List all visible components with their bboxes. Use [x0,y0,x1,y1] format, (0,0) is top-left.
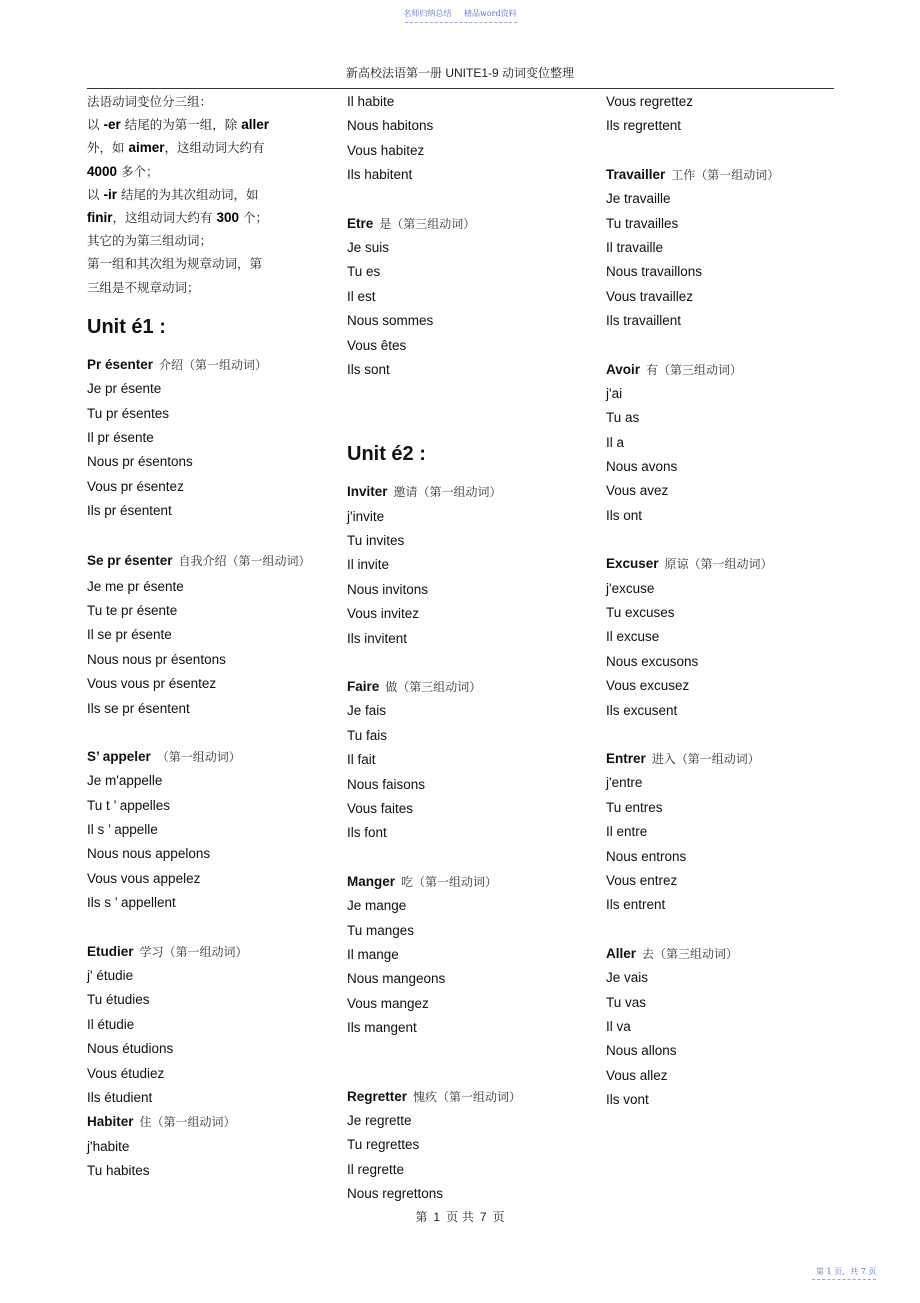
conjugation-line: Ils ont [606,507,643,523]
conjugation-line: Tu habites [87,1163,150,1179]
conjugation-line: Tu entres [606,799,663,815]
conjugation-line: Vous faites [347,800,414,816]
intro-line: 外，如 aimer，这组动词大约有 [87,140,265,156]
conjugation-line: Ils sont [347,361,390,377]
conjugation-line: Vous vous pr ésentez [87,676,217,692]
conjugation-line: Vous avez [606,483,669,499]
conjugation-line: Ils entrent [606,897,666,913]
conjugation-line: Vous allez [606,1067,668,1083]
verb-heading: Manger 吃（第一组动词） [347,873,498,889]
conjugation-line: Il travaille [606,239,664,255]
conjugation-line: Tu excuses [606,605,675,621]
conjugation-line: Tu te pr ésente [87,602,178,618]
unit-2-heading: Unit é2 : [347,443,426,466]
conjugation-line: Nous nous appelons [87,846,211,862]
column-2 [347,90,577,1206]
intro-line: 以 -ir 结尾的为其次组动词，如 [87,186,259,202]
page-header: 新高校法语第一册 UNITE1-9 动词变位整理 [345,66,574,80]
conjugation-line: Je suis [347,239,390,255]
conjugation-line: Nous entrons [606,848,687,864]
verb-heading: S’ appeler （第一组动词） [87,748,241,764]
conjugation-line: Vous excusez [606,678,690,694]
intro-line: 4000 多个； [87,163,159,179]
conjugation-line: Tu es [347,264,381,280]
conjugation-line: Il invite [347,557,390,573]
conjugation-line: Tu manges [347,922,415,938]
conjugation-line: Je me pr ésente [87,578,184,594]
conjugation-line: Je pr ésente [87,381,162,397]
conjugation-line: Ils s ’ appellent [87,895,176,911]
conjugation-line: j'invite [347,508,385,524]
conjugation-line: Nous nous pr ésentons [87,651,226,667]
verb-heading: Aller 去（第三组动词） [606,945,739,961]
conjugation-line: Vous regrettez [606,94,694,109]
intro-line: 以 -er 结尾的为第一组，除 aller [87,117,269,133]
conjugation-line: Nous sommes [347,313,434,329]
page-number: 1 [433,1210,441,1224]
conjugation-line: Ils regrettent [606,118,682,134]
conjugation-line: Je vais [606,970,649,986]
conjugation-line: Vous invitez [347,606,420,622]
conjugation-line: Je travaille [606,191,671,207]
intro-line: finir，这组动词大约有 300 个； [87,210,268,226]
corner-dashline [812,1279,876,1280]
verb-heading: Inviter 邀请（第一组动词） [347,484,502,500]
conjugation-line: Il se pr ésente [87,627,172,643]
conjugation-line: Nous regrettons [347,1186,444,1202]
conjugation-line: Tu t ’ appelles [87,797,171,813]
header-rule [87,88,834,89]
conjugation-line: Tu étudies [87,992,150,1008]
verb-heading: Avoir 有（第三组动词） [606,361,743,377]
conjugation-line: Ils pr ésentent [87,503,172,519]
conjugation-line: Ils mangent [347,1020,417,1036]
verb-heading: Pr ésenter 介绍（第一组动词） [87,356,268,372]
conjugation-line: Il est [347,288,376,304]
conjugation-line: Il étudie [87,1016,135,1032]
conjugation-line: j'entre [606,775,643,791]
conjugation-line: Nous mangeons [347,971,446,987]
conjugation-line: Il fait [347,752,376,768]
conjugation-line: j' étudie [87,968,134,984]
conjugation-line: Vous travaillez [606,288,694,304]
verb-heading: Habiter 住（第一组动词） [87,1114,236,1130]
conjugation-line: Vous entrez [606,872,678,888]
intro-line: 其它的为第三组动词； [87,233,213,249]
verb-heading: Faire 做（第三组动词） [347,679,482,695]
banner-right: 精品word资料 [463,9,517,18]
conjugation-line: Je regrette [347,1112,412,1128]
conjugation-line: Il entre [606,824,648,840]
column-3 [606,90,846,1112]
conjugation-line: Tu regrettes [347,1137,420,1153]
conjugation-line: Nous travaillons [606,264,703,280]
conjugation-line: Il va [606,1018,631,1034]
conjugation-line: Ils se pr ésentent [87,700,190,716]
conjugation-line: Tu invites [347,533,405,549]
conjugation-line: Il pr ésente [87,430,154,445]
page-footer: 第 1 页 共 7 页 [415,1210,505,1224]
conjugation-line: Il regrette [347,1161,405,1177]
conjugation-line: Je fais [347,703,387,719]
conjugation-line: Nous étudions [87,1041,174,1057]
intro-line: 第一组和其次组为规章动词，第 [87,256,263,272]
conjugation-line: Il a [606,434,625,450]
conjugation-line: Ils travaillent [606,313,682,329]
banner-dashline [405,22,517,23]
conjugation-line: j'excuse [606,580,655,596]
verb-heading: Excuser 原谅（第一组动词） [606,556,773,572]
conjugation-line: Tu fais [347,727,388,743]
conjugation-line: Vous pr ésentez [87,478,184,494]
conjugation-line: Il excuse [606,629,660,645]
intro-line: 法语动词变位分三组： [87,94,213,109]
column-1 [87,90,317,1184]
conjugation-line: Nous avons [606,459,678,475]
conjugation-line: Nous excusons [606,653,699,669]
conjugation-line: Nous invitons [347,581,429,597]
intro-text [87,90,317,299]
conjugation-line: j'ai [606,385,623,401]
conjugation-line: Vous mangez [347,995,429,1011]
conjugation-line: Il s ’ appelle [87,822,158,838]
verb-heading: Entrer 进入（第一组动词） [606,750,760,766]
conjugation-line: Je m'appelle [87,773,163,789]
conjugation-line: Nous habitons [347,118,434,134]
top-banner [0,8,920,19]
conjugation-line: Ils habitent [347,167,413,183]
unit-1-heading: Unit é1 : [87,315,166,338]
conjugation-line: Tu vas [606,994,647,1010]
conjugation-line: Vous vous appelez [87,870,201,886]
conjugation-line: j'habite [87,1138,130,1154]
conjugation-line: Ils invitent [347,630,408,646]
conjugation-line: Tu travailles [606,215,679,231]
conjugation-line: Je mange [347,898,407,914]
intro-line: 三组是不规章动词； [87,279,200,295]
conjugation-line: Ils font [347,825,387,841]
verb-heading: Etudier 学习（第一组动词） [87,943,248,959]
conjugation-line: Ils vont [606,1092,649,1108]
conjugation-line: Vous habitez [347,142,425,158]
conjugation-line: Tu as [606,410,640,426]
conjugation-line: Nous pr ésentons [87,454,193,470]
verb-heading: Regretter 愧疚（第一组动词） [347,1088,522,1104]
conjugation-line: Ils excusent [606,702,678,718]
conjugation-line: Il mange [347,946,399,962]
conjugation-line: Vous étudiez [87,1065,165,1081]
conjugation-line: Nous faisons [347,776,426,792]
page-total: 7 [479,1210,487,1224]
verb-heading: Se pr ésenter 自我介绍（第一组动词） [87,552,311,568]
conjugation-line: Tu pr ésentes [87,405,170,421]
conjugation-line: Ils étudient [87,1089,153,1105]
conjugation-line: Nous allons [606,1043,677,1059]
verb-heading: Etre 是（第三组动词） [347,215,476,231]
conjugation-line: Il habite [347,94,395,109]
corner-page-label: 第 1 页，共 7 页 [816,1267,877,1276]
banner-left: 名师归纳总结 [403,9,452,18]
verb-heading: Travailler 工作（第一组动词） [606,166,780,182]
conjugation-line: Vous êtes [347,337,407,353]
